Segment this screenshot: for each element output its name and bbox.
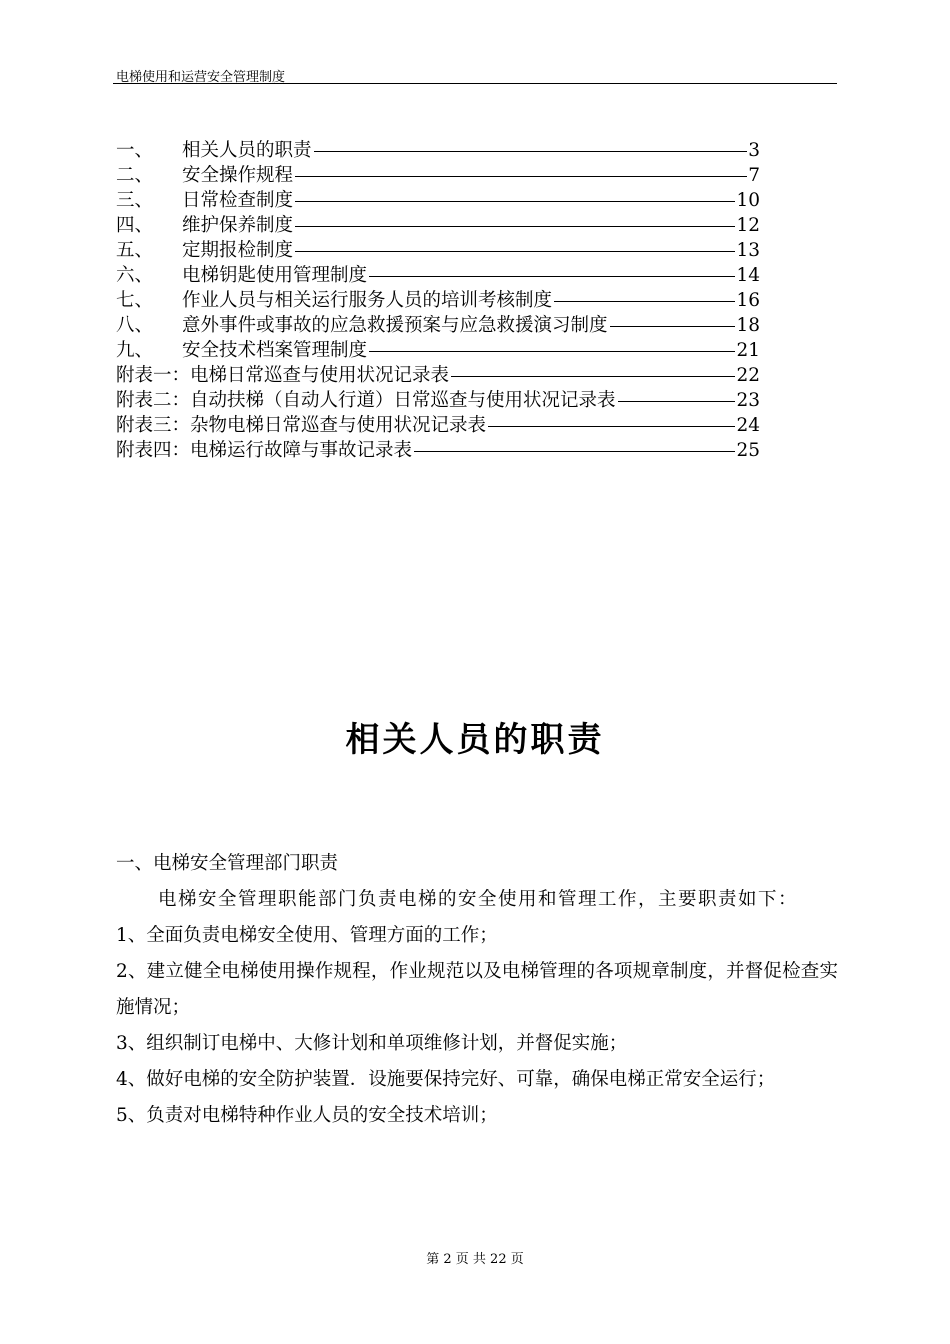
toc-page: 7 [748,165,760,186]
toc-leader [451,376,735,377]
toc-title: 附表一：电梯日常巡查与使用状况记录表 [116,365,450,386]
toc-number: 二、 [116,165,154,186]
toc-title: 意外事件或事故的应急救援预案与应急救援演习制度 [182,315,608,336]
toc-leader [488,426,735,427]
toc-title: 附表二：自动扶梯（自动人行道）日常巡查与使用状况记录表 [116,390,616,411]
toc-entry [116,413,760,438]
toc-title: 电梯钥匙使用管理制度 [182,265,368,286]
toc-leader [369,276,735,277]
duty-item: 4、做好电梯的安全防护装置．设施要保持完好、可靠，确保电梯正常安全运行； [116,1069,776,1090]
toc-page: 25 [736,440,760,461]
toc-title: 作业人员与相关运行服务人员的培训考核制度 [182,290,553,311]
toc-page: 13 [736,240,760,261]
toc-entry [116,188,760,213]
toc-entry [116,163,760,188]
toc-entry [116,338,760,363]
header-rule [113,83,837,84]
toc-number: 七、 [116,290,154,311]
toc-leader [369,351,735,352]
toc-page: 16 [736,290,760,311]
toc-title: 安全操作规程 [182,165,294,186]
toc-entry [116,263,760,288]
toc-title: 附表四：电梯运行故障与事故记录表 [116,440,413,461]
toc-title: 定期报检制度 [182,240,294,261]
toc-entry [116,438,760,463]
section-body [116,846,838,1134]
subheading: 一、电梯安全管理部门职责 [116,853,339,874]
toc-title: 维护保养制度 [182,215,294,236]
toc-leader [295,251,735,252]
toc-title: 日常检查制度 [182,190,294,211]
running-header: 电梯使用和运营安全管理制度 [116,70,286,85]
toc-number: 三、 [116,190,154,211]
toc-page: 3 [748,140,760,161]
toc-title: 安全技术档案管理制度 [182,340,368,361]
intro-paragraph: 电梯安全管理职能部门负责电梯的安全使用和管理工作，主要职责如下： [158,889,799,910]
duty-item: 3、组织制订电梯中、大修计划和单项维修计划，并督促实施； [116,1033,628,1054]
toc-leader [295,226,735,227]
toc-leader [314,151,748,152]
table-of-contents [116,138,760,463]
toc-entry [116,388,760,413]
toc-entry [116,238,760,263]
toc-page: 18 [736,315,760,336]
toc-entry [116,363,760,388]
section-title: 相关人员的职责 [345,720,605,760]
toc-page: 24 [736,415,760,436]
toc-number: 八、 [116,315,154,336]
toc-entry [116,313,760,338]
toc-number: 九、 [116,340,154,361]
toc-page: 22 [736,365,760,386]
toc-page: 14 [736,265,760,286]
toc-title: 附表三：杂物电梯日常巡查与使用状况记录表 [116,415,487,436]
toc-number: 六、 [116,265,154,286]
toc-leader [618,401,736,402]
toc-entry [116,288,760,313]
toc-page: 12 [736,215,760,236]
page-footer: 第 2 页 共 22 页 [426,1252,524,1267]
toc-page: 10 [736,190,760,211]
toc-number: 一、 [116,140,154,161]
toc-page: 21 [736,340,760,361]
toc-number: 四、 [116,215,154,236]
toc-leader [554,301,735,302]
toc-entry [116,138,760,163]
toc-leader [610,326,736,327]
toc-leader [414,451,735,452]
toc-entry [116,213,760,238]
toc-title: 相关人员的职责 [182,140,312,161]
toc-leader [295,176,747,177]
duty-item: 1、全面负责电梯安全使用、管理方面的工作； [116,925,498,946]
toc-number: 五、 [116,240,154,261]
duty-item: 2、建立健全电梯使用操作规程，作业规范以及电梯管理的各项规章制度，并督促检查实施情况； [116,961,838,1018]
duty-item: 5、负责对电梯特种作业人员的安全技术培训； [116,1105,498,1126]
toc-page: 23 [736,390,760,411]
toc-leader [295,201,735,202]
